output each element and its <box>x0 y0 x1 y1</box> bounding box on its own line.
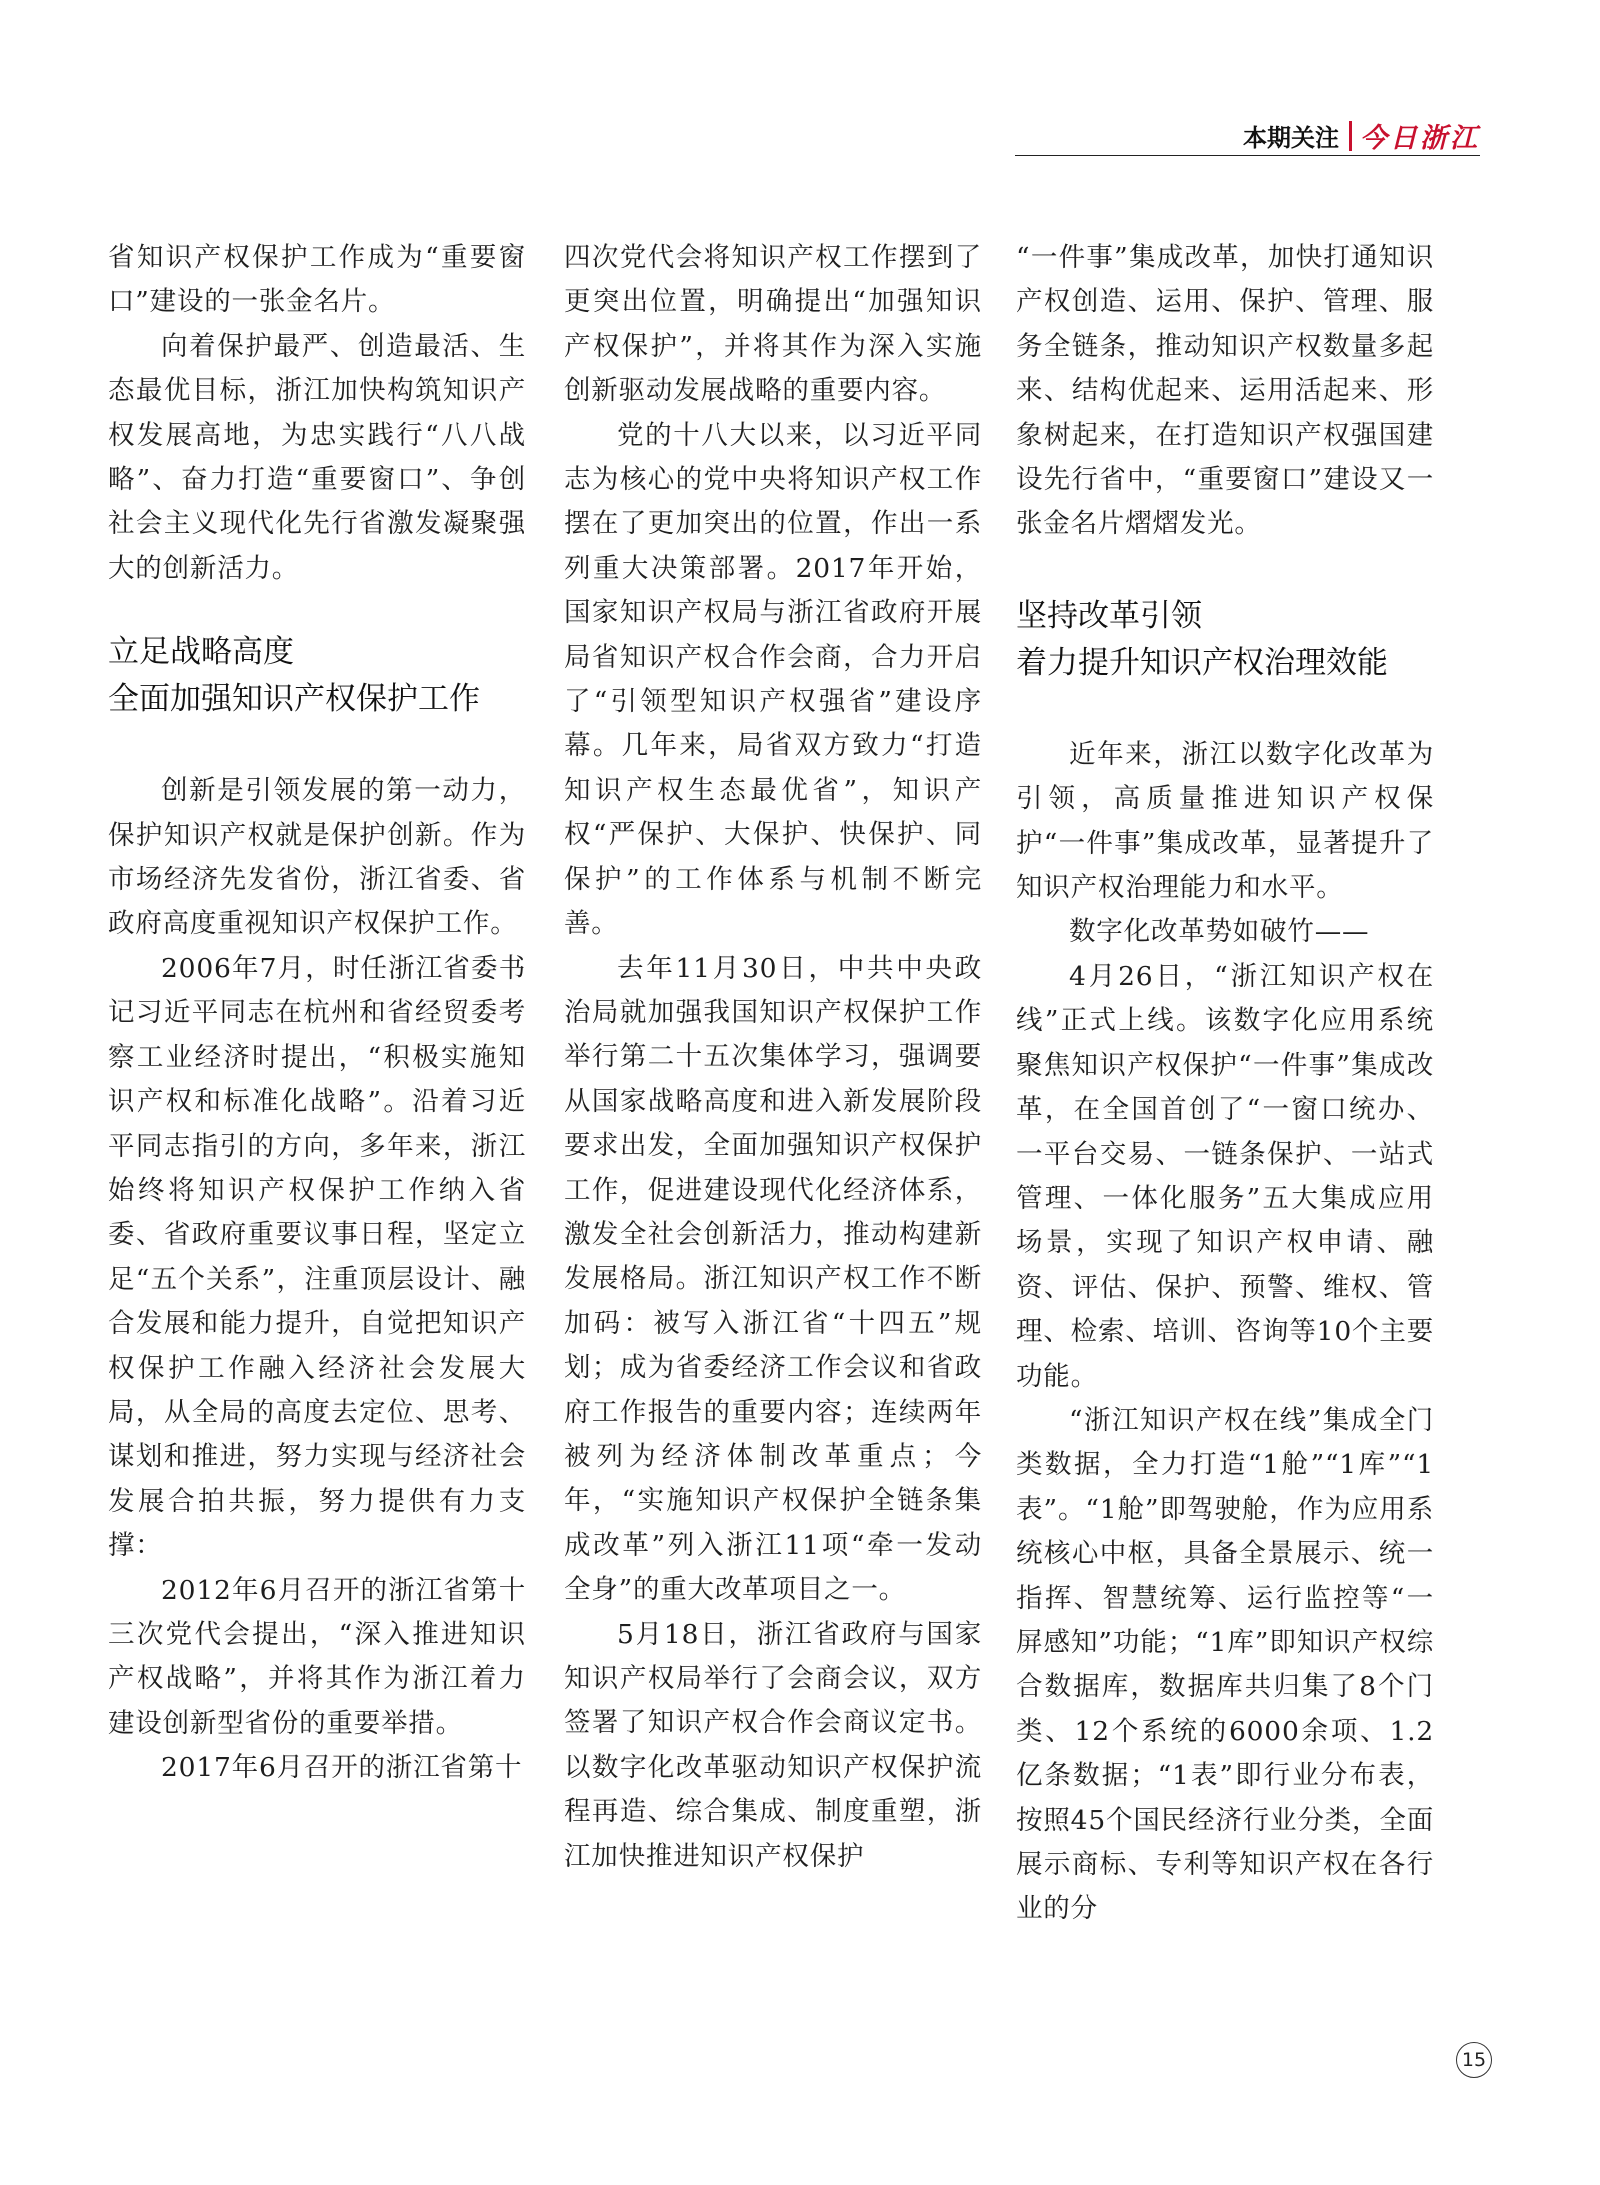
section-heading <box>108 629 526 723</box>
section-heading-line-2: 全面加强知识产权保护工作 <box>108 681 480 718</box>
paragraph: 4月26日，“浙江知识产权在线”正式上线。该数字化应用系统聚焦知识产权保护“一件事”集成改革，在全国首创了“一窗口统办、一平台交易、一链条保护、一站式管理、一体化服务”五大集成应用场景，实现了知识产权申请、融资、评估、保护、预警、维权、管理、检索、培训、咨询等10个主要功能。 <box>1016 960 1434 1392</box>
paragraph: 5月18日，浙江省政府与国家知识产权局举行了会商会议，双方签署了知识产权合作会商议定书。以数字化改革驱动知识产权保护流程再造、综合集成、制度重塑，浙江加快推进知识产权保护 <box>564 1618 982 1872</box>
header-rule <box>1015 155 1480 156</box>
paragraph: 创新是引领发展的第一动力，保护知识产权就是保护创新。作为市场经济先发省份，浙江省委、省政府高度重视知识产权保护工作。 <box>108 775 526 940</box>
paragraph: “一件事”集成改革，加快打通知识产权创造、运用、保护、管理、服务全链条，推动知识产权数量多起来、结构优起来、运用活起来、形象树起来，在打造知识产权强国建设先行省中，“重要窗口”建设又一张金名片熠熠发光。 <box>1016 242 1434 540</box>
header-text <box>1243 116 1480 155</box>
paragraph: 2006年7月，时任浙江省委书记习近平同志在杭州和省经贸委考察工业经济时提出，“积极实施知识产权和标准化战略”。沿着习近平同志指引的方向，多年来，浙江始终将知识产权保护工作纳入省委、省政府重要议事日程，坚定立足“五个关系”，注重顶层设计、融合发展和能力提升，自觉把知识产权保护工作融入经济社会发展大局，从全局的高度去定位、思考、谋划和推进，努力实现与经济社会发展合拍共振，努力提供有力支撑： <box>108 952 526 1562</box>
paragraph: 近年来，浙江以数字化改革为引领，高质量推进知识产权保护“一件事”集成改革，显著提升了知识产权治理能力和水平。 <box>1016 738 1434 904</box>
section-title: 本期关注 <box>1243 124 1339 152</box>
paragraph: 2017年6月召开的浙江省第十 <box>161 1752 523 1784</box>
section-heading-line-2: 着力提升知识产权治理效能 <box>1016 644 1388 681</box>
paragraph: 省知识产权保护工作成为“重要窗口”建设的一张金名片。 <box>108 242 526 318</box>
section-heading-line-1: 坚持改革引领 <box>1016 597 1202 634</box>
paragraph: 党的十八大以来，以习近平同志为核心的党中央将知识产权工作摆在了更加突出的位置，作出一系列重大决策部署。2017年开始，国家知识产权局与浙江省政府开展局省知识产权合作会商，合力开启了“引领型知识产权强省”建设序幕。几年来，局省双方致力“打造知识产权生态最优省”，知识产权“严保护、大保护、快保护、同保护”的工作体系与机制不断完善。 <box>564 419 982 940</box>
header-divider <box>1349 121 1352 151</box>
section-heading-line-1: 立足战略高度 <box>108 634 294 671</box>
paragraph: 数字化改革势如破竹—— <box>1069 916 1370 948</box>
paragraph: 四次党代会将知识产权工作摆到了更突出位置，明确提出“加强知识产权保护”，并将其作为深入实施创新驱动发展战略的重要内容。 <box>564 242 982 407</box>
column-2 <box>564 236 982 1879</box>
paragraph: 向着保护最严、创造最活、生态最优目标，浙江加快构筑知识产权发展高地，为忠实践行“八八战略”、奋力打造“重要窗口”、争创社会主义现代化先行省激发凝聚强大的创新活力。 <box>108 330 526 584</box>
page-number: 15 <box>1456 2042 1492 2078</box>
magazine-logo: 今日浙江 <box>1360 123 1480 154</box>
paragraph: 2012年6月召开的浙江省第十三次党代会提出，“深入推进知识产权战略”，并将其作为浙江着力建设创新型省份的重要举措。 <box>108 1574 526 1739</box>
column-1 <box>108 236 526 1791</box>
paragraph: 去年11月30日，中共中央政治局就加强我国知识产权保护工作举行第二十五次集体学习，强调要从国家战略高度和进入新发展阶段要求出发，全面加强知识产权保护工作，促进建设现代化经济体系，激发全社会创新活力，推动构建新发展格局。浙江知识产权工作不断加码：被写入浙江省“十四五”规划；成为省委经济工作会议和省政府工作报告的重要内容；连续两年被列为经济体制改革重点；今年，“实施知识产权保护全链条集成改革”列入浙江11项“牵一发动全身”的重大改革项目之一。 <box>564 952 982 1606</box>
column-3 <box>1016 236 1434 1932</box>
section-heading <box>1016 593 1434 687</box>
paragraph: “浙江知识产权在线”集成全门类数据，全力打造“1舱”“1库”“1表”。“1舱”即驾驶舱，作为应用系统核心中枢，具备全景展示、统一指挥、智慧统筹、运行监控等“一屏感知”功能；“1库”即知识产权综合数据库，数据库共归集了8个门类、12个系统的6000余项、1.2亿条数据；“1表”即行业分布表，按照45个国民经济行业分类，全面展示商标、专利等知识产权在各行业的分 <box>1016 1404 1434 1925</box>
